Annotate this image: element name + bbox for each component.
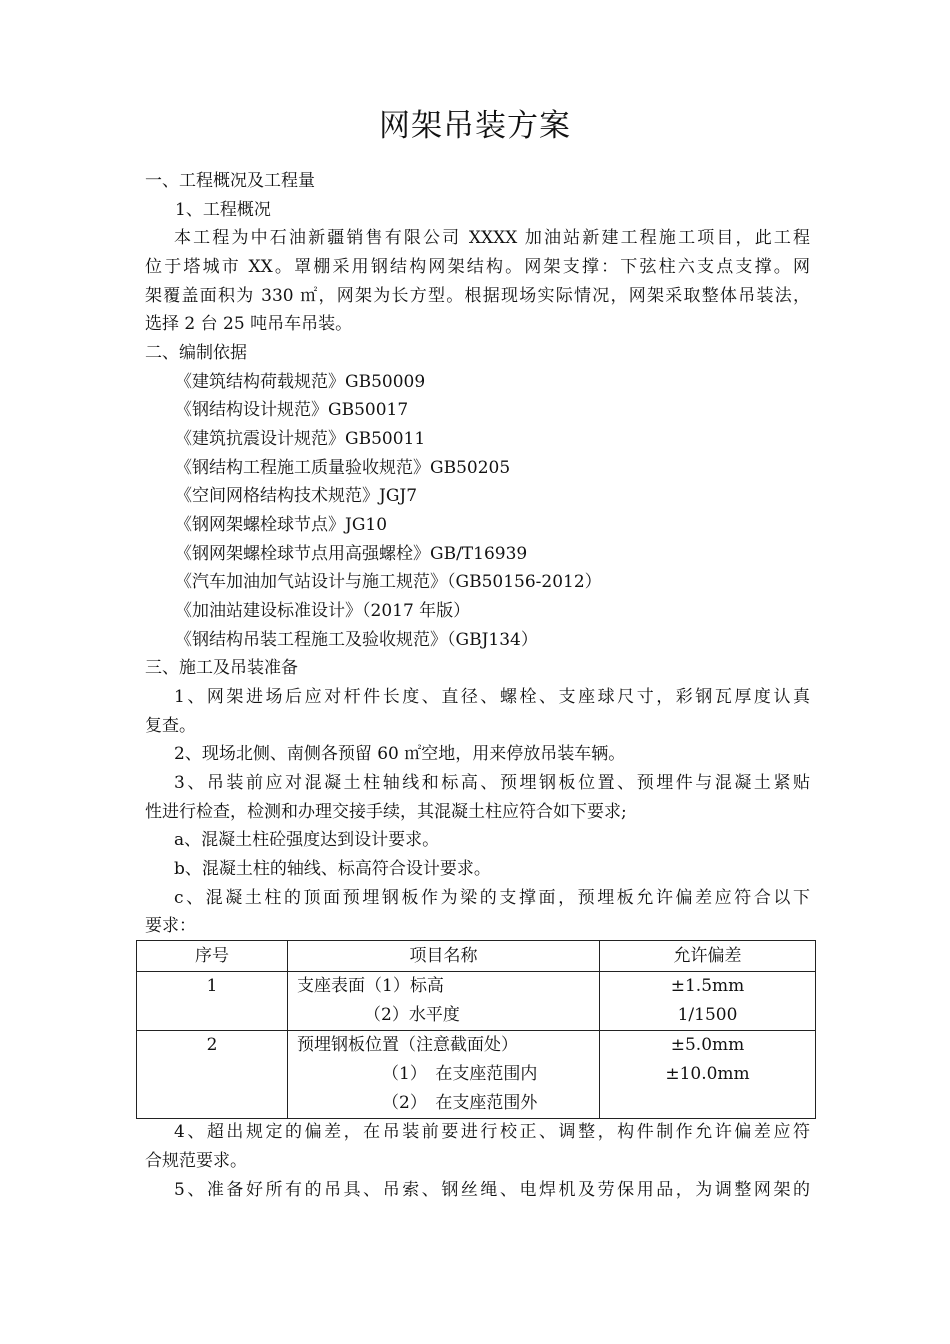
paragraph-line: 要求： xyxy=(145,916,196,936)
table-cell-tolerance xyxy=(600,972,816,1031)
paragraph-line: 2、现场北侧、南侧各预留 60 ㎡空地，用来停放吊装车辆。 xyxy=(174,744,626,764)
paragraph-line: a、混凝土柱砼强度达到设计要求。 xyxy=(174,830,440,850)
table-row xyxy=(137,1031,816,1119)
reference-item: 《加油站建设标准设计》（2017 年版） xyxy=(175,601,471,621)
table-cell-no xyxy=(137,972,288,1031)
tolerance-text: ±10.0mm xyxy=(665,1064,750,1084)
reference-item: 《钢结构工程施工质量验收规范》GB50205 xyxy=(175,458,511,478)
tolerance-text: ±5.0mm xyxy=(670,1035,745,1055)
table-header-cell: 允许偏差 xyxy=(600,941,816,972)
table-cell-item xyxy=(288,972,600,1031)
section-heading-3: 三、施工及吊装准备 xyxy=(145,658,298,678)
paragraph-line: 位于塔城市 XX。罩棚采用钢结构网架结构。网架支撑：下弦柱六支点支撑。网 xyxy=(145,257,810,277)
reference-item: 《建筑抗震设计规范》GB50011 xyxy=(175,429,426,449)
row-number: 2 xyxy=(206,1035,218,1055)
paragraph-line: c、混凝土柱的顶面预埋钢板作为梁的支撑面，预埋板允许偏差应符合以下 xyxy=(174,888,810,908)
tolerance-text: 1/1500 xyxy=(677,1005,738,1025)
table-header-cell: 项目名称 xyxy=(288,941,600,972)
reference-item: 《钢网架螺栓球节点》JG10 xyxy=(175,515,388,535)
reference-item: 《钢结构吊装工程施工及验收规范》（GBJ134） xyxy=(175,630,538,650)
section-heading-2: 二、编制依据 xyxy=(145,343,247,363)
section-heading-1: 一、工程概况及工程量 xyxy=(145,171,315,191)
item-text: （2） 在支座范围外 xyxy=(382,1093,538,1113)
paragraph-line: 1、网架进场后应对杆件长度、直径、螺栓、支座球尺寸，彩钢瓦厚度认真 xyxy=(174,687,810,707)
table-cell-item xyxy=(288,1031,600,1119)
paragraph-line: 3、吊装前应对混凝土柱轴线和标高、预埋钢板位置、预埋件与混凝土紧贴 xyxy=(174,773,810,793)
item-text: （1） 在支座范围内 xyxy=(382,1064,538,1084)
table-cell-tolerance xyxy=(600,1031,816,1119)
item-text: （2）水平度 xyxy=(364,1005,460,1025)
item-text: 预埋钢板位置（注意截面处） xyxy=(297,1035,518,1055)
table-row xyxy=(137,972,816,1031)
reference-item: 《钢结构设计规范》GB50017 xyxy=(175,400,409,420)
reference-item: 《钢网架螺栓球节点用高强螺栓》GB/T16939 xyxy=(175,544,528,564)
reference-item: 《汽车加油加气站设计与施工规范》（GB50156-2012） xyxy=(175,572,602,592)
reference-item: 《建筑结构荷载规范》GB50009 xyxy=(175,372,426,392)
table-header-row xyxy=(137,941,816,972)
paragraph-line: 合规范要求。 xyxy=(145,1151,247,1171)
paragraph-line: 选择 2 台 25 吨吊车吊装。 xyxy=(145,314,353,334)
paragraph-line: b、混凝土柱的轴线、标高符合设计要求。 xyxy=(174,859,491,879)
subsection-heading: 1、工程概况 xyxy=(175,200,271,220)
row-number: 1 xyxy=(206,976,218,996)
paragraph-line: 复查。 xyxy=(145,716,196,736)
paragraph-line: 本工程为中石油新疆销售有限公司 XXXX 加油站新建工程施工项目，此工程 xyxy=(174,228,810,248)
reference-item: 《空间网格结构技术规范》JGJ7 xyxy=(175,486,418,506)
tolerance-text: ±1.5mm xyxy=(670,976,745,996)
paragraph-line: 4、超出规定的偏差，在吊装前要进行校正、调整，构件制作允许偏差应符 xyxy=(174,1122,810,1142)
table-header-cell: 序号 xyxy=(137,941,288,972)
paragraph-line: 性进行检查，检测和办理交接手续，其混凝土柱应符合如下要求; xyxy=(145,802,627,822)
table-cell-no xyxy=(137,1031,288,1119)
tolerance-table xyxy=(136,940,816,1119)
document-title: 网架吊装方案 xyxy=(379,108,571,144)
paragraph-line: 架覆盖面积为 330 ㎡，网架为长方型。根据现场实际情况，网架采取整体吊装法， xyxy=(145,286,810,306)
item-text: 支座表面（1）标高 xyxy=(297,976,444,996)
paragraph-line: 5、准备好所有的吊具、吊索、钢丝绳、电焊机及劳保用品，为调整网架的 xyxy=(174,1180,810,1200)
